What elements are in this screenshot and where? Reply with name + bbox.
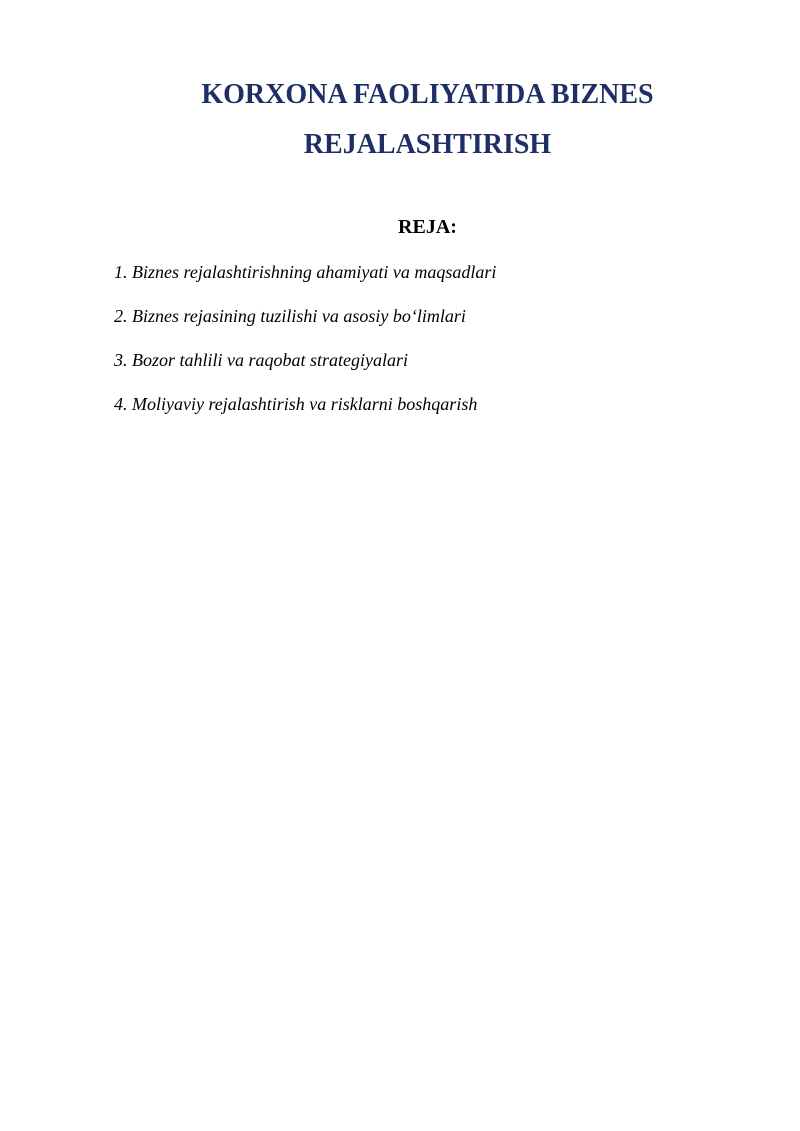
plan-item-4: 4. Moliyaviy rejalashtirish va risklarni boshqarish	[114, 394, 478, 414]
plan-item-1: 1. Biznes rejalashtirishning ahamiyati va maqsadlari	[114, 262, 497, 282]
plan-item-2: 2. Biznes rejasining tuzilishi va asosiy bo‘limlari	[114, 306, 466, 326]
document-title-line-1: KORXONA FAOLIYATIDA BIZNES	[201, 79, 654, 110]
plan-item-3: 3. Bozor tahlili va raqobat strategiyalari	[114, 350, 409, 370]
document-title-line-2: REJALASHTIRISH	[303, 129, 552, 160]
plan-heading: REJA:	[398, 216, 457, 238]
plan-list	[114, 263, 496, 439]
